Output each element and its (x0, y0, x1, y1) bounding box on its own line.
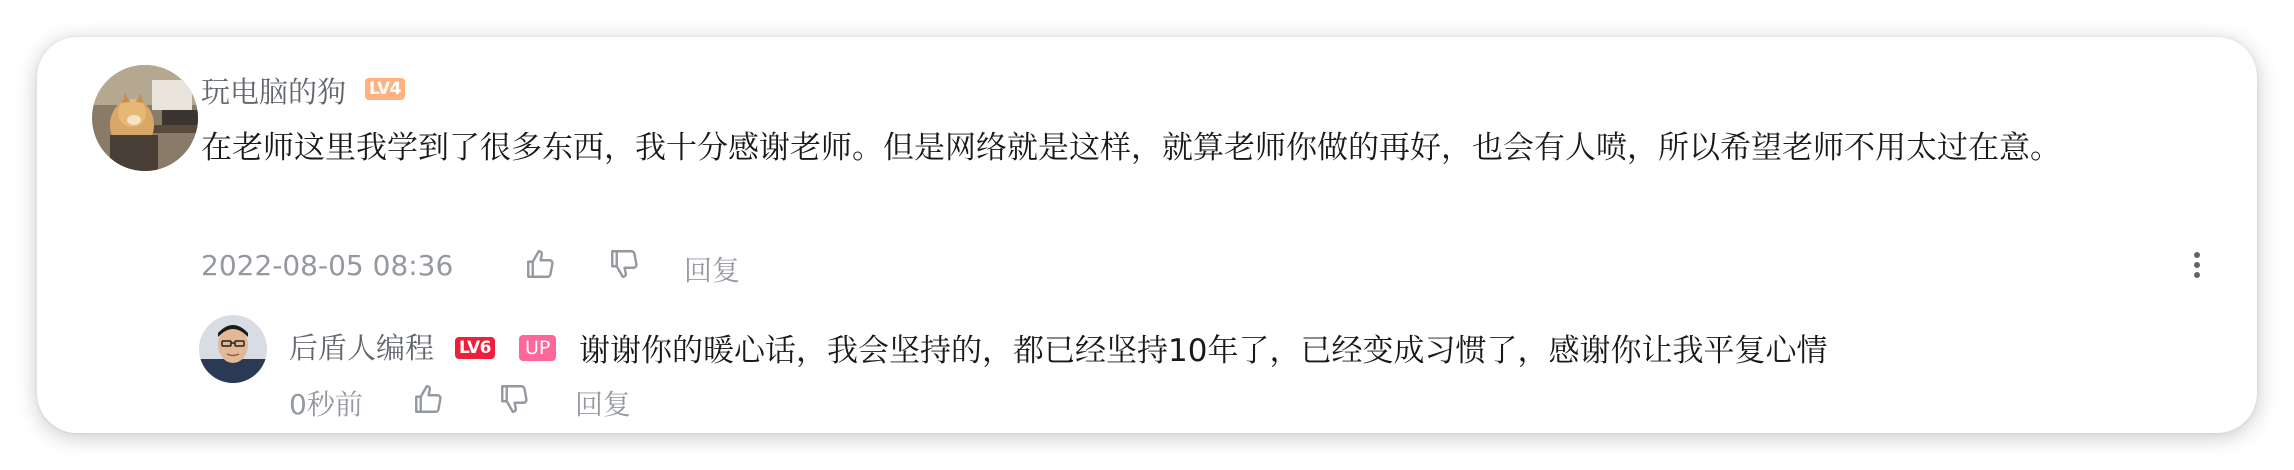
commenter-avatar[interactable] (92, 65, 198, 171)
reply-timestamp: 0秒前 (289, 388, 363, 421)
replier-avatar[interactable] (199, 315, 267, 383)
reply-button[interactable]: 回复 (575, 388, 632, 421)
comment-timestamp: 2022-08-05 08:36 (201, 249, 454, 282)
thumbs-up-icon[interactable] (411, 381, 447, 417)
thumbs-up-icon[interactable] (523, 246, 559, 282)
commenter-username[interactable]: 玩电脑的狗 (201, 75, 347, 109)
comment-card (37, 37, 2257, 433)
more-vertical-icon[interactable] (2187, 247, 2207, 283)
thumbs-down-icon[interactable] (497, 381, 533, 417)
level-badge: LV4 (365, 78, 405, 100)
replier-username[interactable]: 后盾人编程 (289, 331, 435, 365)
reply-content: 谢谢你的暖心话，我会坚持的，都已经坚持10年了，已经变成习惯了，感谢你让我平复心情 (579, 333, 1828, 369)
comment-content: 在老师这里我学到了很多东西，我十分感谢老师。但是网络就是这样，就算老师你做的再好，也会有人喷，所以希望老师不用太过在意。 (201, 130, 2061, 166)
thumbs-down-icon[interactable] (607, 246, 643, 282)
level-badge: LV6 (455, 337, 495, 359)
reply-button[interactable]: 回复 (684, 254, 741, 287)
up-badge: UP (519, 335, 556, 361)
